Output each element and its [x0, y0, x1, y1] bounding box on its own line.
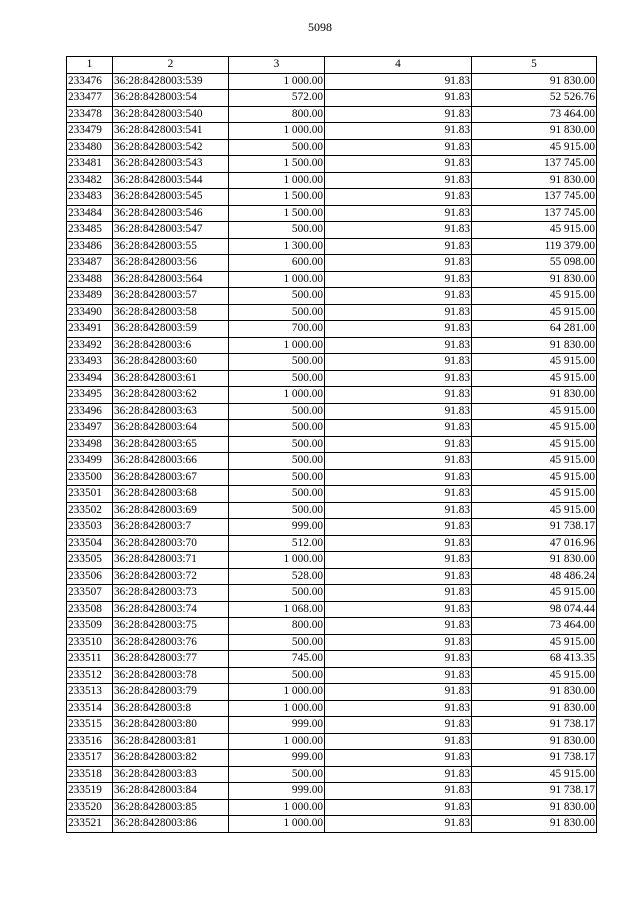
rate-cell: 91.83: [325, 403, 472, 420]
row-number-cell: 233501: [67, 486, 113, 503]
row-number-cell: 233508: [67, 601, 113, 618]
table-row: [67, 387, 597, 404]
rate-cell: 91.83: [325, 799, 472, 816]
area-cell: 500.00: [229, 222, 325, 239]
table-row: [67, 535, 597, 552]
rate-cell: 91.83: [325, 436, 472, 453]
row-number-cell: 233509: [67, 618, 113, 635]
table-row: [67, 106, 597, 123]
amount-cell: 45 915.00: [472, 370, 597, 387]
rate-cell: 91.83: [325, 370, 472, 387]
row-number-cell: 233476: [67, 73, 113, 90]
amount-cell: 45 915.00: [472, 766, 597, 783]
amount-cell: 91 738.17: [472, 783, 597, 800]
rate-cell: 91.83: [325, 519, 472, 536]
amount-cell: 91 830.00: [472, 387, 597, 404]
column-header: 1: [67, 57, 113, 74]
amount-cell: 137 745.00: [472, 205, 597, 222]
table-row: [67, 519, 597, 536]
table-row: [67, 783, 597, 800]
rate-cell: 91.83: [325, 585, 472, 602]
rate-cell: 91.83: [325, 321, 472, 338]
rate-cell: 91.83: [325, 156, 472, 173]
cadastral-number-cell: 36:28:8428003:69: [113, 502, 229, 519]
rate-cell: 91.83: [325, 535, 472, 552]
cadastral-number-cell: 36:28:8428003:564: [113, 271, 229, 288]
amount-cell: 48 486.24: [472, 568, 597, 585]
area-cell: 572.00: [229, 90, 325, 107]
row-number-cell: 233485: [67, 222, 113, 239]
cadastral-number-cell: 36:28:8428003:75: [113, 618, 229, 635]
row-number-cell: 233477: [67, 90, 113, 107]
amount-cell: 45 915.00: [472, 139, 597, 156]
area-cell: 1 000.00: [229, 552, 325, 569]
rate-cell: 91.83: [325, 189, 472, 206]
area-cell: 1 000.00: [229, 700, 325, 717]
rate-cell: 91.83: [325, 139, 472, 156]
area-cell: 1 000.00: [229, 387, 325, 404]
rate-cell: 91.83: [325, 469, 472, 486]
row-number-cell: 233478: [67, 106, 113, 123]
table-row: [67, 816, 597, 833]
amount-cell: 91 830.00: [472, 73, 597, 90]
row-number-cell: 233493: [67, 354, 113, 371]
area-cell: 999.00: [229, 783, 325, 800]
area-cell: 500.00: [229, 453, 325, 470]
cadastral-number-cell: 36:28:8428003:76: [113, 634, 229, 651]
row-number-cell: 233507: [67, 585, 113, 602]
row-number-cell: 233504: [67, 535, 113, 552]
rate-cell: 91.83: [325, 238, 472, 255]
area-cell: 500.00: [229, 370, 325, 387]
amount-cell: 73 464.00: [472, 618, 597, 635]
area-cell: 1 500.00: [229, 156, 325, 173]
area-cell: 1 000.00: [229, 816, 325, 833]
row-number-cell: 233514: [67, 700, 113, 717]
rate-cell: 91.83: [325, 766, 472, 783]
row-number-cell: 233516: [67, 733, 113, 750]
table-row: [67, 750, 597, 767]
rate-cell: 91.83: [325, 255, 472, 272]
table-row: [67, 766, 597, 783]
area-cell: 700.00: [229, 321, 325, 338]
cadastral-number-cell: 36:28:8428003:56: [113, 255, 229, 272]
row-number-cell: 233503: [67, 519, 113, 536]
amount-cell: 52 526.76: [472, 90, 597, 107]
cadastral-number-cell: 36:28:8428003:71: [113, 552, 229, 569]
area-cell: 500.00: [229, 288, 325, 305]
cadastral-number-cell: 36:28:8428003:542: [113, 139, 229, 156]
amount-cell: 91 830.00: [472, 816, 597, 833]
table-row: [67, 733, 597, 750]
area-cell: 500.00: [229, 436, 325, 453]
cadastral-number-cell: 36:28:8428003:81: [113, 733, 229, 750]
cadastral-number-cell: 36:28:8428003:57: [113, 288, 229, 305]
row-number-cell: 233517: [67, 750, 113, 767]
cadastral-number-cell: 36:28:8428003:543: [113, 156, 229, 173]
table-row: [67, 667, 597, 684]
amount-cell: 45 915.00: [472, 486, 597, 503]
area-cell: 1 000.00: [229, 172, 325, 189]
rate-cell: 91.83: [325, 90, 472, 107]
table-row: [67, 222, 597, 239]
area-cell: 500.00: [229, 139, 325, 156]
area-cell: 1 000.00: [229, 123, 325, 140]
cadastral-number-cell: 36:28:8428003:78: [113, 667, 229, 684]
row-number-cell: 233506: [67, 568, 113, 585]
area-cell: 500.00: [229, 667, 325, 684]
area-cell: 999.00: [229, 519, 325, 536]
cadastral-number-cell: 36:28:8428003:68: [113, 486, 229, 503]
area-cell: 528.00: [229, 568, 325, 585]
amount-cell: 91 830.00: [472, 700, 597, 717]
rate-cell: 91.83: [325, 271, 472, 288]
rate-cell: 91.83: [325, 73, 472, 90]
cadastral-number-cell: 36:28:8428003:539: [113, 73, 229, 90]
table-row: [67, 403, 597, 420]
table-row: [67, 486, 597, 503]
area-cell: 1 000.00: [229, 337, 325, 354]
area-cell: 500.00: [229, 766, 325, 783]
cadastral-number-cell: 36:28:8428003:61: [113, 370, 229, 387]
area-cell: 800.00: [229, 618, 325, 635]
amount-cell: 91 830.00: [472, 271, 597, 288]
table-row: [67, 337, 597, 354]
amount-cell: 45 915.00: [472, 585, 597, 602]
cadastral-number-cell: 36:28:8428003:80: [113, 717, 229, 734]
row-number-cell: 233495: [67, 387, 113, 404]
cadastral-number-cell: 36:28:8428003:541: [113, 123, 229, 140]
rate-cell: 91.83: [325, 667, 472, 684]
rate-cell: 91.83: [325, 288, 472, 305]
area-cell: 999.00: [229, 717, 325, 734]
cadastral-number-cell: 36:28:8428003:67: [113, 469, 229, 486]
row-number-cell: 233502: [67, 502, 113, 519]
area-cell: 1 300.00: [229, 238, 325, 255]
cadastral-number-cell: 36:28:8428003:63: [113, 403, 229, 420]
rate-cell: 91.83: [325, 783, 472, 800]
amount-cell: 91 738.17: [472, 519, 597, 536]
cadastral-number-cell: 36:28:8428003:546: [113, 205, 229, 222]
amount-cell: 45 915.00: [472, 667, 597, 684]
column-header: 4: [325, 57, 472, 74]
row-number-cell: 233484: [67, 205, 113, 222]
table-row: [67, 552, 597, 569]
rate-cell: 91.83: [325, 354, 472, 371]
table-row: [67, 205, 597, 222]
cadastral-number-cell: 36:28:8428003:83: [113, 766, 229, 783]
table-row: [67, 651, 597, 668]
cadastral-number-cell: 36:28:8428003:547: [113, 222, 229, 239]
amount-cell: 47 016.96: [472, 535, 597, 552]
area-cell: 999.00: [229, 750, 325, 767]
row-number-cell: 233492: [67, 337, 113, 354]
amount-cell: 91 830.00: [472, 172, 597, 189]
area-cell: 1 500.00: [229, 189, 325, 206]
table-row: [67, 370, 597, 387]
area-cell: 600.00: [229, 255, 325, 272]
row-number-cell: 233483: [67, 189, 113, 206]
area-cell: 512.00: [229, 535, 325, 552]
table-row: [67, 601, 597, 618]
area-cell: 1 000.00: [229, 799, 325, 816]
amount-cell: 55 098.00: [472, 255, 597, 272]
area-cell: 745.00: [229, 651, 325, 668]
cadastral-number-cell: 36:28:8428003:54: [113, 90, 229, 107]
table-row: [67, 172, 597, 189]
table-row: [67, 502, 597, 519]
rate-cell: 91.83: [325, 420, 472, 437]
rate-cell: 91.83: [325, 816, 472, 833]
row-number-cell: 233491: [67, 321, 113, 338]
row-number-cell: 233505: [67, 552, 113, 569]
cadastral-number-cell: 36:28:8428003:544: [113, 172, 229, 189]
rate-cell: 91.83: [325, 717, 472, 734]
row-number-cell: 233521: [67, 816, 113, 833]
column-header: 2: [113, 57, 229, 74]
rate-cell: 91.83: [325, 387, 472, 404]
row-number-cell: 233479: [67, 123, 113, 140]
amount-cell: 91 830.00: [472, 123, 597, 140]
rate-cell: 91.83: [325, 453, 472, 470]
cadastral-number-cell: 36:28:8428003:64: [113, 420, 229, 437]
table-row: [67, 354, 597, 371]
cadastral-number-cell: 36:28:8428003:72: [113, 568, 229, 585]
amount-cell: 45 915.00: [472, 354, 597, 371]
table-row: [67, 123, 597, 140]
amount-cell: 45 915.00: [472, 403, 597, 420]
table-row: [67, 618, 597, 635]
rate-cell: 91.83: [325, 733, 472, 750]
row-number-cell: 233482: [67, 172, 113, 189]
table-row: [67, 469, 597, 486]
amount-cell: 137 745.00: [472, 156, 597, 173]
row-number-cell: 233497: [67, 420, 113, 437]
amount-cell: 73 464.00: [472, 106, 597, 123]
cadastral-number-cell: 36:28:8428003:545: [113, 189, 229, 206]
area-cell: 500.00: [229, 304, 325, 321]
row-number-cell: 233480: [67, 139, 113, 156]
amount-cell: 45 915.00: [472, 288, 597, 305]
table-row: [67, 73, 597, 90]
table-row: [67, 288, 597, 305]
row-number-cell: 233490: [67, 304, 113, 321]
cadastral-number-cell: 36:28:8428003:77: [113, 651, 229, 668]
row-number-cell: 233481: [67, 156, 113, 173]
table-row: [67, 255, 597, 272]
rate-cell: 91.83: [325, 750, 472, 767]
page-number: 5098: [308, 20, 332, 34]
table-row: [67, 304, 597, 321]
area-cell: 800.00: [229, 106, 325, 123]
amount-cell: 91 738.17: [472, 750, 597, 767]
cadastral-number-cell: 36:28:8428003:55: [113, 238, 229, 255]
amount-cell: 64 281.00: [472, 321, 597, 338]
rate-cell: 91.83: [325, 684, 472, 701]
row-number-cell: 233486: [67, 238, 113, 255]
table-row: [67, 684, 597, 701]
area-cell: 500.00: [229, 469, 325, 486]
row-number-cell: 233513: [67, 684, 113, 701]
rate-cell: 91.83: [325, 502, 472, 519]
row-number-cell: 233488: [67, 271, 113, 288]
cadastral-number-cell: 36:28:8428003:7: [113, 519, 229, 536]
table-row: [67, 700, 597, 717]
cadastral-number-cell: 36:28:8428003:70: [113, 535, 229, 552]
table-row: [67, 139, 597, 156]
row-number-cell: 233494: [67, 370, 113, 387]
table-row: [67, 321, 597, 338]
row-number-cell: 233518: [67, 766, 113, 783]
cadastral-number-cell: 36:28:8428003:86: [113, 816, 229, 833]
table-row: [67, 238, 597, 255]
data-table: [66, 56, 597, 833]
rate-cell: 91.83: [325, 106, 472, 123]
area-cell: 1 068.00: [229, 601, 325, 618]
table-row: [67, 189, 597, 206]
amount-cell: 91 830.00: [472, 799, 597, 816]
cadastral-number-cell: 36:28:8428003:59: [113, 321, 229, 338]
cadastral-number-cell: 36:28:8428003:540: [113, 106, 229, 123]
cadastral-number-cell: 36:28:8428003:85: [113, 799, 229, 816]
cadastral-number-cell: 36:28:8428003:79: [113, 684, 229, 701]
amount-cell: 45 915.00: [472, 469, 597, 486]
table-row: [67, 585, 597, 602]
table-row: [67, 717, 597, 734]
cadastral-number-cell: 36:28:8428003:82: [113, 750, 229, 767]
cadastral-number-cell: 36:28:8428003:6: [113, 337, 229, 354]
amount-cell: 68 413.35: [472, 651, 597, 668]
cadastral-number-cell: 36:28:8428003:73: [113, 585, 229, 602]
amount-cell: 98 074.44: [472, 601, 597, 618]
rate-cell: 91.83: [325, 172, 472, 189]
cadastral-number-cell: 36:28:8428003:74: [113, 601, 229, 618]
rate-cell: 91.83: [325, 222, 472, 239]
row-number-cell: 233498: [67, 436, 113, 453]
table-body: [67, 73, 597, 832]
table-row: [67, 271, 597, 288]
rate-cell: 91.83: [325, 304, 472, 321]
rate-cell: 91.83: [325, 568, 472, 585]
rate-cell: 91.83: [325, 618, 472, 635]
amount-cell: 45 915.00: [472, 634, 597, 651]
row-number-cell: 233511: [67, 651, 113, 668]
row-number-cell: 233487: [67, 255, 113, 272]
rate-cell: 91.83: [325, 123, 472, 140]
rate-cell: 91.83: [325, 552, 472, 569]
area-cell: 1 000.00: [229, 733, 325, 750]
amount-cell: 91 830.00: [472, 337, 597, 354]
cadastral-number-cell: 36:28:8428003:8: [113, 700, 229, 717]
amount-cell: 119 379.00: [472, 238, 597, 255]
amount-cell: 91 738.17: [472, 717, 597, 734]
area-cell: 1 500.00: [229, 205, 325, 222]
rate-cell: 91.83: [325, 601, 472, 618]
amount-cell: 45 915.00: [472, 222, 597, 239]
row-number-cell: 233500: [67, 469, 113, 486]
amount-cell: 45 915.00: [472, 453, 597, 470]
table-row: [67, 90, 597, 107]
row-number-cell: 233489: [67, 288, 113, 305]
row-number-cell: 233510: [67, 634, 113, 651]
rate-cell: 91.83: [325, 205, 472, 222]
area-cell: 500.00: [229, 403, 325, 420]
row-number-cell: 233512: [67, 667, 113, 684]
cadastral-number-cell: 36:28:8428003:62: [113, 387, 229, 404]
rate-cell: 91.83: [325, 486, 472, 503]
amount-cell: 45 915.00: [472, 304, 597, 321]
area-cell: 1 000.00: [229, 684, 325, 701]
amount-cell: 137 745.00: [472, 189, 597, 206]
area-cell: 500.00: [229, 486, 325, 503]
header-row: [67, 57, 597, 74]
row-number-cell: 233515: [67, 717, 113, 734]
cadastral-number-cell: 36:28:8428003:84: [113, 783, 229, 800]
table-row: [67, 156, 597, 173]
amount-cell: 91 830.00: [472, 552, 597, 569]
cadastral-number-cell: 36:28:8428003:58: [113, 304, 229, 321]
rate-cell: 91.83: [325, 700, 472, 717]
area-cell: 500.00: [229, 585, 325, 602]
area-cell: 500.00: [229, 354, 325, 371]
row-number-cell: 233519: [67, 783, 113, 800]
amount-cell: 91 830.00: [472, 684, 597, 701]
cadastral-number-cell: 36:28:8428003:60: [113, 354, 229, 371]
table-row: [67, 634, 597, 651]
area-cell: 1 000.00: [229, 271, 325, 288]
table-row: [67, 420, 597, 437]
row-number-cell: 233496: [67, 403, 113, 420]
amount-cell: 45 915.00: [472, 420, 597, 437]
table-row: [67, 436, 597, 453]
area-cell: 1 000.00: [229, 73, 325, 90]
table-row: [67, 799, 597, 816]
area-cell: 500.00: [229, 502, 325, 519]
column-header: 5: [472, 57, 597, 74]
table-row: [67, 568, 597, 585]
column-header: 3: [229, 57, 325, 74]
row-number-cell: 233520: [67, 799, 113, 816]
row-number-cell: 233499: [67, 453, 113, 470]
amount-cell: 91 830.00: [472, 733, 597, 750]
amount-cell: 45 915.00: [472, 436, 597, 453]
cadastral-number-cell: 36:28:8428003:66: [113, 453, 229, 470]
rate-cell: 91.83: [325, 337, 472, 354]
rate-cell: 91.83: [325, 651, 472, 668]
amount-cell: 45 915.00: [472, 502, 597, 519]
rate-cell: 91.83: [325, 634, 472, 651]
area-cell: 500.00: [229, 420, 325, 437]
area-cell: 500.00: [229, 634, 325, 651]
cadastral-number-cell: 36:28:8428003:65: [113, 436, 229, 453]
table-row: [67, 453, 597, 470]
